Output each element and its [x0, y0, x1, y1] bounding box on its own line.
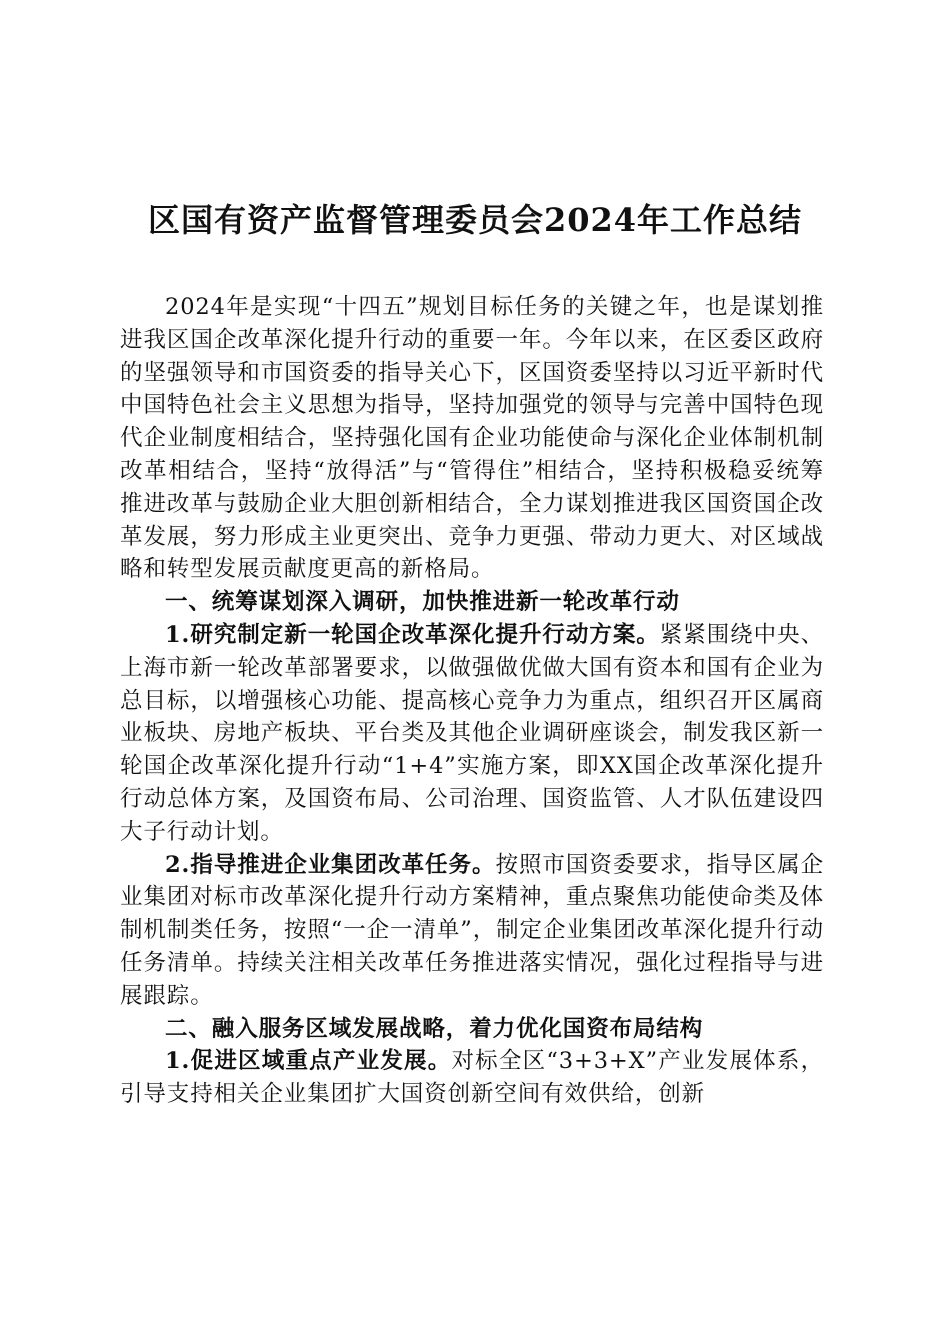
document-title: 区国有资产监督管理委员会2024年工作总结	[147, 201, 803, 239]
section-1-item-2	[120, 849, 824, 1013]
item-text: 紧紧围绕中央、上海市新一轮改革部署要求，以做强做优做大国有资本和国有企业为总目标，以增强核心功能、提高核心竞争力为重点，组织召开区属商业板块、房地产板块、平台类及其他企业调研座谈会，制发我区新一轮国企改革深化提升行动“1+4”实施方案，即XX国企改革深化提升行动总体方案，及国资布局、公司治理、国资监管、人才队伍建设四大子行动计划。	[120, 621, 824, 845]
intro-paragraph: 2024年是实现“十四五”规划目标任务的关键之年，也是谋划推进我区国企改革深化提升行动的重要一年。今年以来，在区委区政府的坚强领导和市国资委的指导关心下，区国资委坚持以习近平新时代中国特色社会主义思想为指导，坚持加强党的领导与完善中国特色现代企业制度相结合，坚持强化国有企业功能使命与深化企业体制机制改革相结合，坚持“放得活”与“管得住”相结合，坚持积极稳妥统筹推进改革与鼓励企业大胆创新相结合，全力谋划推进我区国资国企改革发展，努力形成主业更突出、竞争力更强、带动力更大、对区域战略和转型发展贡献度更高的新格局。	[120, 294, 824, 583]
item-lead: 1.促进区域重点产业发展。	[165, 1048, 452, 1075]
item-lead: 1.研究制定新一轮国企改革深化提升行动方案。	[165, 621, 660, 648]
section-2-item-1	[120, 1045, 824, 1111]
section-heading-2: 二、融入服务区域发展战略，着力优化国资布局结构	[165, 1015, 704, 1042]
section-1-item-1	[120, 619, 824, 849]
item-text: 按照市国资委要求，指导区属企业集团对标市改革深化提升行动方案精神，重点聚焦功能使命类及体制机制类任务，按照“一企一清单”，制定企业集团改革深化提升行动任务清单。持续关注相关改革任务推进落实情况，强化过程指导与进展跟踪。	[120, 851, 824, 1009]
document-body	[120, 291, 824, 1111]
item-text: 对标全区“3+3+X”产业发展体系，引导支持相关企业集团扩大国资创新空间有效供给，创新	[120, 1048, 824, 1108]
section-heading-1: 一、统筹谋划深入调研，加快推进新一轮改革行动	[165, 589, 680, 616]
item-lead: 2.指导推进企业集团改革任务。	[165, 851, 496, 878]
